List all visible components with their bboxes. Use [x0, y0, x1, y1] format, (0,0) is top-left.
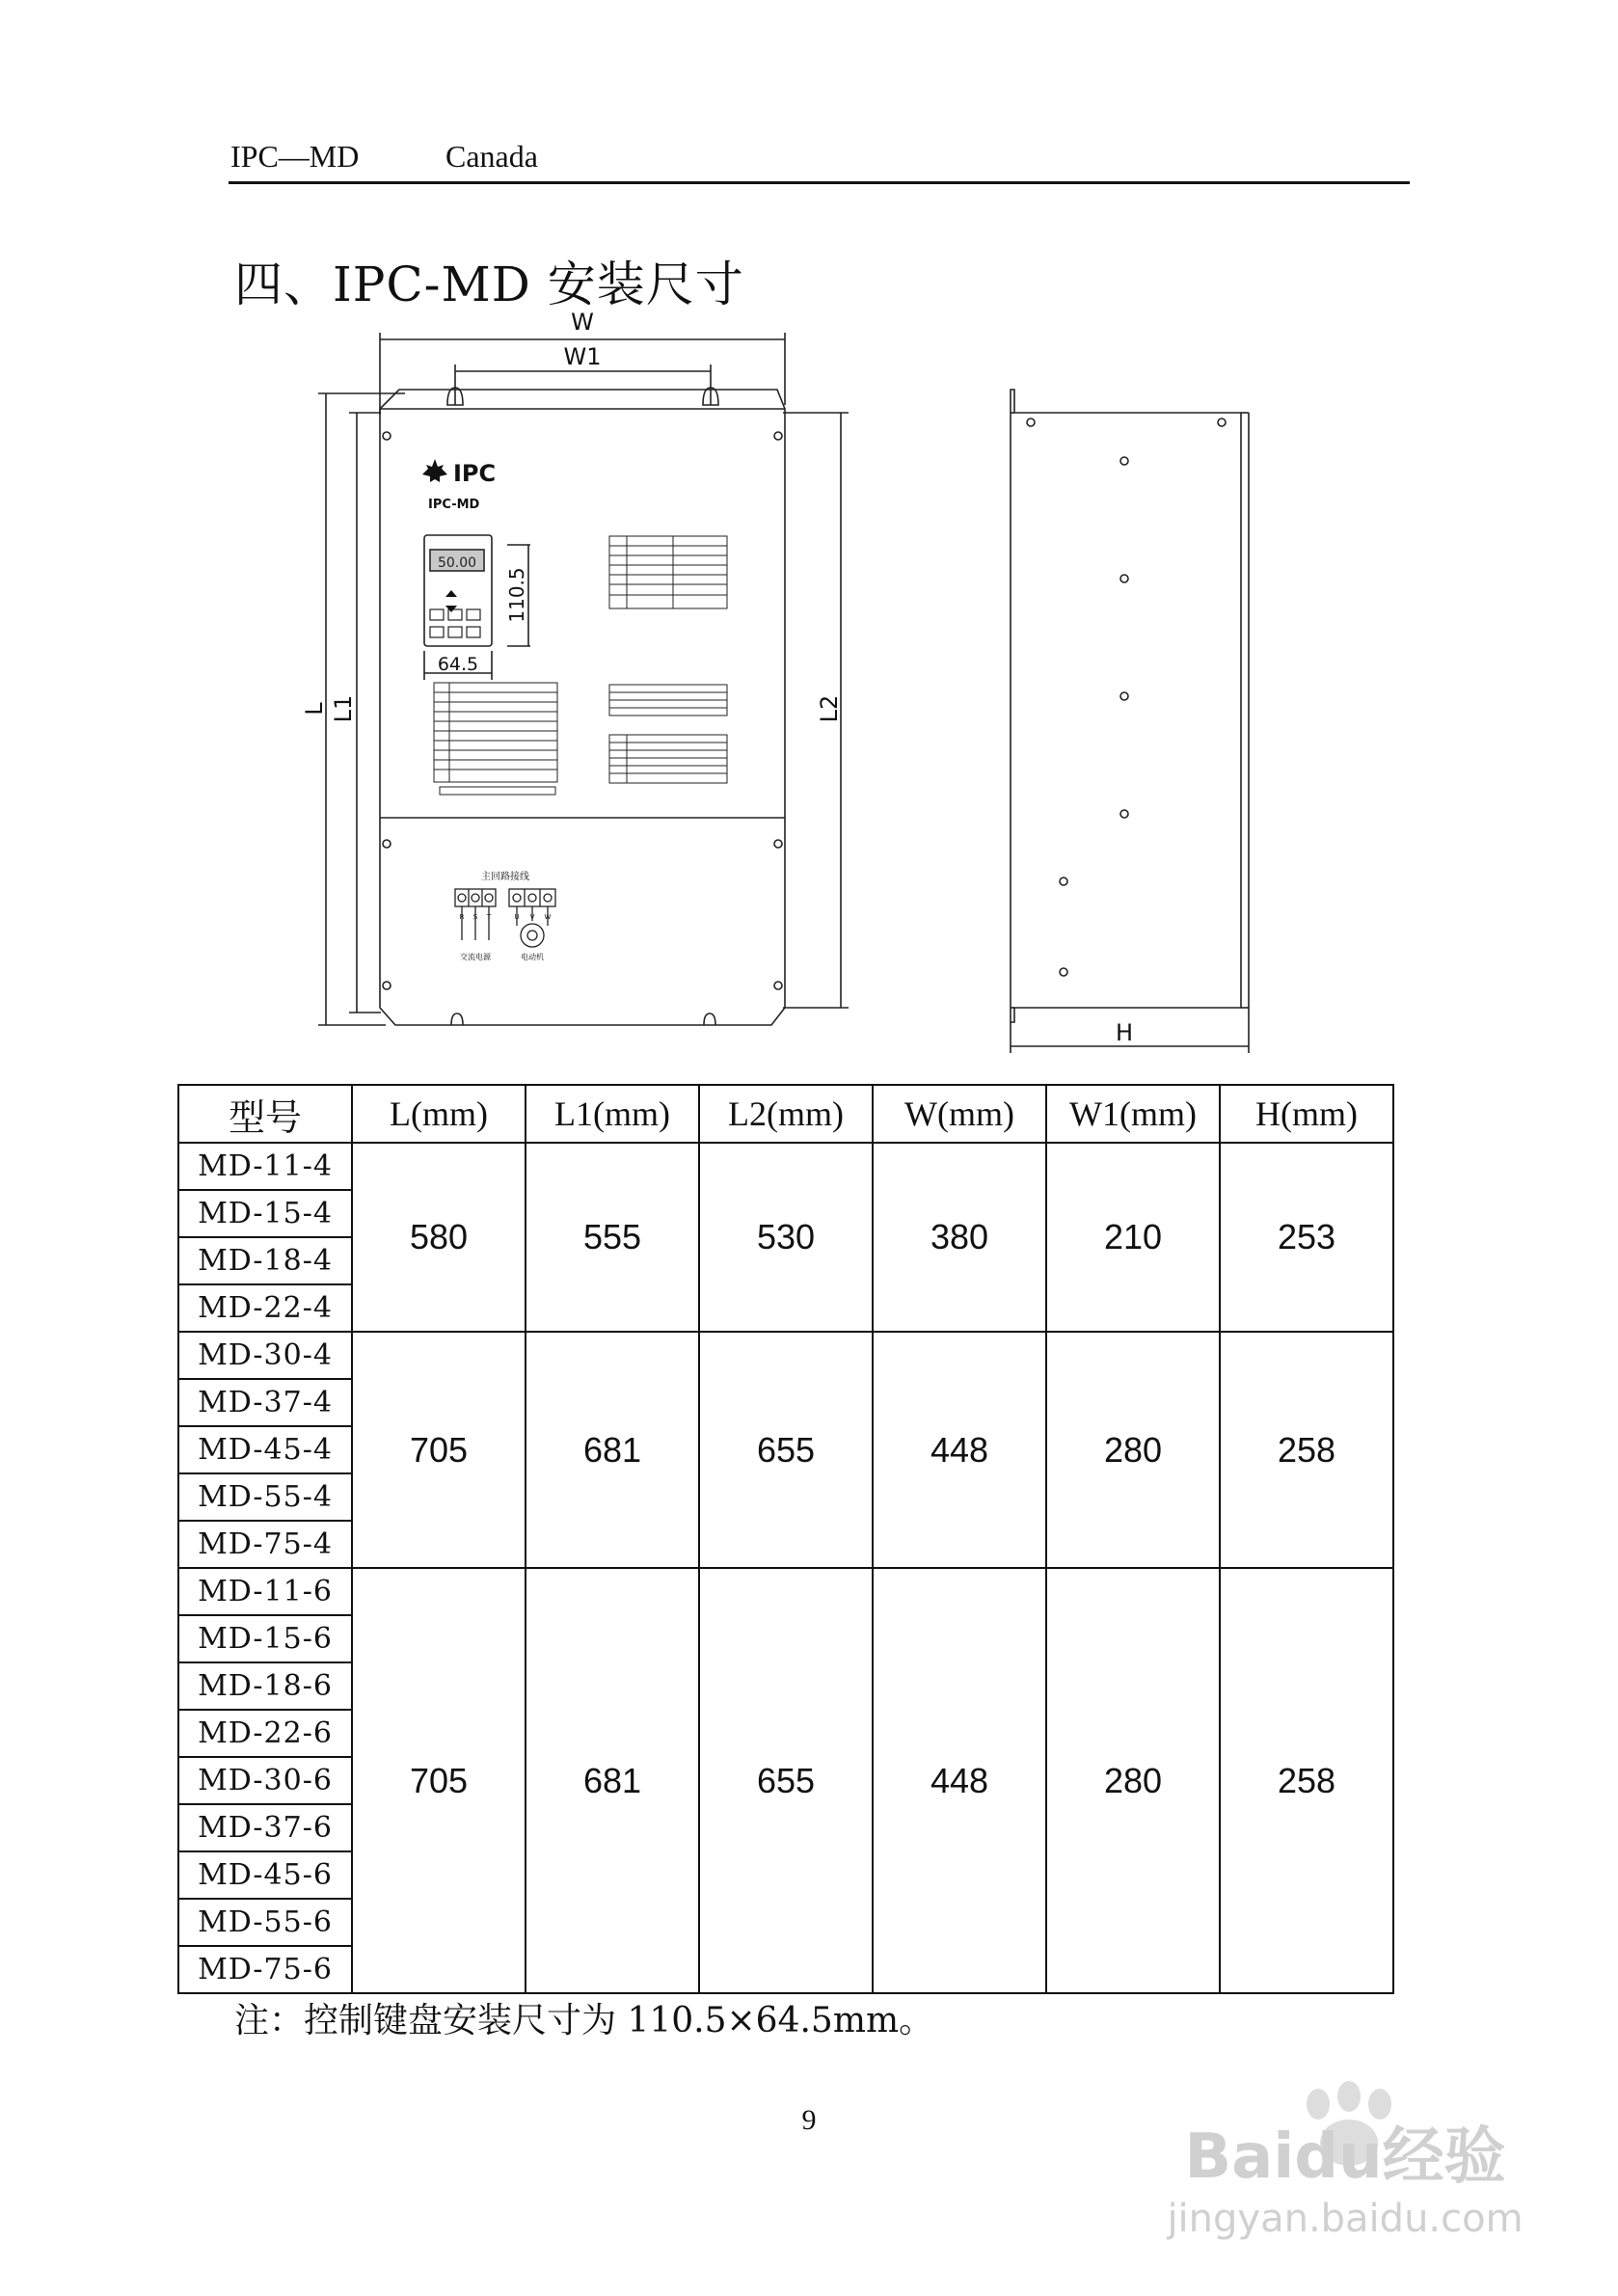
side-view-outline [1011, 390, 1241, 1022]
watermark-brand: Baidu经验 [1184, 2121, 1506, 2193]
value-h: 258 [1220, 1568, 1393, 1993]
watermark-url: jingyan.baidu.com [1167, 2197, 1524, 2241]
label-l1: L1 [330, 694, 357, 723]
label-l2: L2 [816, 694, 843, 723]
value-l: 705 [352, 1568, 526, 1993]
ipc-logo [422, 459, 447, 482]
model-cell: MD-37-4 [178, 1379, 352, 1426]
label-h: H [1115, 1019, 1134, 1046]
value-l1: 555 [526, 1143, 699, 1332]
header-l2: L2(mm) [699, 1085, 873, 1143]
value-w1: 280 [1046, 1568, 1220, 1993]
model-cell: MD-37-6 [178, 1804, 352, 1851]
model-cell: MD-22-4 [178, 1284, 352, 1332]
label-w1: W1 [563, 343, 602, 370]
spec-label-mid-right [609, 685, 727, 716]
model-cell: MD-15-4 [178, 1190, 352, 1237]
value-l: 580 [352, 1143, 526, 1332]
wiring-title: 主回路接线 [481, 872, 529, 882]
model-cell: MD-75-4 [178, 1521, 352, 1568]
header-w: W(mm) [873, 1085, 1046, 1143]
header-l1: L1(mm) [526, 1085, 699, 1143]
installation-drawing [0, 0, 1618, 1070]
value-h: 258 [1220, 1332, 1393, 1568]
power-label: 交流电源 [460, 953, 491, 961]
model-name-label: IPC-MD [428, 498, 480, 512]
terminal-label-w: W [544, 913, 552, 921]
display-value: 50.00 [437, 555, 477, 571]
table-row [178, 1568, 1393, 1615]
model-cell: MD-55-6 [178, 1899, 352, 1946]
value-w: 448 [873, 1568, 1046, 1993]
model-cell: MD-15-6 [178, 1615, 352, 1662]
dimension-table [177, 1084, 1394, 1994]
installation-note: 注：控制键盘安装尺寸为 110.5×64.5mm。 [234, 2001, 934, 2040]
motor-symbol [521, 924, 544, 947]
model-cell: MD-30-6 [178, 1757, 352, 1804]
logo-text: IPC [453, 460, 497, 487]
value-l1: 681 [526, 1568, 699, 1993]
model-cell: MD-18-6 [178, 1662, 352, 1710]
header-model: 型号 [178, 1085, 352, 1143]
value-l2: 655 [699, 1332, 873, 1568]
model-cell: MD-22-6 [178, 1710, 352, 1757]
spec-label-left [434, 683, 557, 795]
value-l2: 530 [699, 1143, 873, 1332]
model-cell: MD-11-4 [178, 1143, 352, 1190]
model-cell: MD-45-6 [178, 1851, 352, 1899]
value-w: 380 [873, 1143, 1046, 1332]
keypad-width-label: 64.5 [437, 654, 479, 675]
header-region: Canada [445, 139, 538, 174]
label-w: W [571, 309, 594, 336]
terminal-label-u: U [514, 913, 520, 921]
model-cell: MD-18-4 [178, 1237, 352, 1284]
header-w1: W1(mm) [1046, 1085, 1220, 1143]
section-title: 四、IPC-MD 安装尺寸 [234, 257, 744, 312]
terminal-label-s: S [472, 913, 478, 921]
header-l: L(mm) [352, 1085, 526, 1143]
terminal-label-t: T [486, 913, 492, 921]
value-l2: 655 [699, 1568, 873, 1993]
value-w1: 210 [1046, 1143, 1220, 1332]
terminal-label-r: R [459, 913, 465, 921]
page-number: 9 [801, 2104, 817, 2136]
value-l1: 681 [526, 1332, 699, 1568]
value-w: 448 [873, 1332, 1046, 1568]
paw-icon [1307, 2089, 1330, 2120]
keypad-height-label: 110.5 [505, 567, 528, 623]
spec-label-top-right [609, 536, 727, 608]
baidu-watermark [1152, 2062, 1538, 2255]
model-cell: MD-45-4 [178, 1426, 352, 1473]
terminal-label-v: V [529, 913, 535, 921]
value-w1: 280 [1046, 1332, 1220, 1568]
header-product: IPC—MD [230, 139, 360, 174]
table-header-row [178, 1085, 1393, 1143]
model-cell: MD-75-6 [178, 1946, 352, 1993]
value-l: 705 [352, 1332, 526, 1568]
model-cell: MD-11-6 [178, 1568, 352, 1615]
value-h: 253 [1220, 1143, 1393, 1332]
spec-label-bottom-right [609, 735, 727, 783]
motor-label: 电动机 [521, 953, 544, 961]
model-cell: MD-55-4 [178, 1473, 352, 1521]
terminal-block [455, 889, 555, 947]
label-l: L [301, 702, 328, 716]
table-row [178, 1143, 1393, 1190]
table-row [178, 1332, 1393, 1379]
model-cell: MD-30-4 [178, 1332, 352, 1379]
header-h: H(mm) [1220, 1085, 1393, 1143]
